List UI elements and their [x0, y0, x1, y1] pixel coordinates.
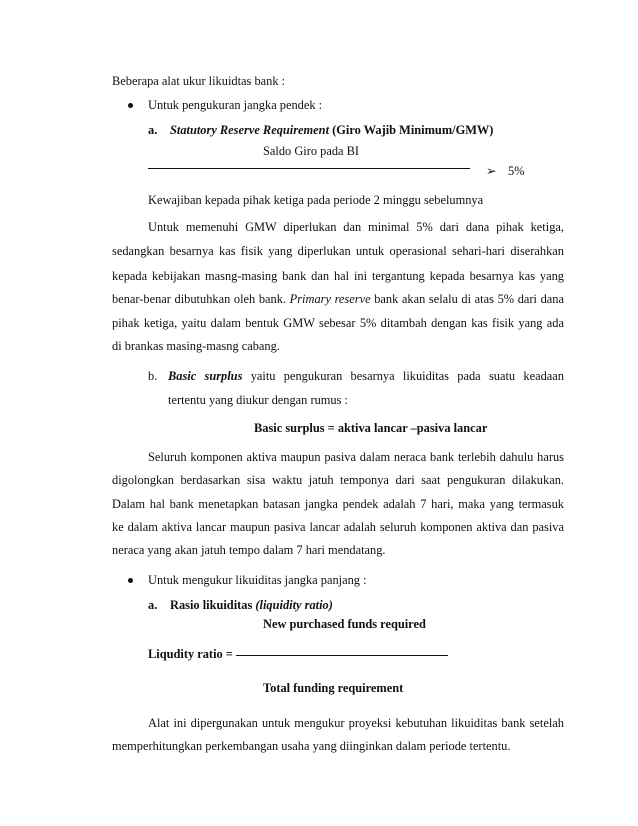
long-item-a-title	[170, 597, 333, 613]
basic-surplus-term: Basic surplus	[168, 369, 243, 383]
para1-line: kepada kebijakan masng-masing bank dan hal ini tergantung kepada besarnya kas yang	[112, 269, 564, 283]
item-b-line1-rest: yaitu pengukuran besarnya likuiditas pada suatu keadaan	[250, 369, 564, 383]
ratio-lhs: Liqudity ratio =	[148, 647, 233, 661]
item-a-marker: a.	[148, 123, 158, 137]
ratio-denominator: Total funding requirement	[263, 681, 404, 695]
para3-line: memperhitungkan perkembangan usaha yang diinginkan dalam periode tertentu.	[112, 739, 511, 753]
item-a-title-rest: (Giro Wajib Minimum/GMW)	[332, 123, 494, 137]
para3-line: Alat ini dipergunakan untuk mengukur proyeksi kebutuhan likuiditas bank setelah	[148, 716, 564, 730]
item-b-line1	[168, 368, 564, 384]
item-a-title-italic: Statutory Reserve Requirement	[170, 123, 330, 137]
long-term-heading: Untuk mengukur likuiditas jangka panjang :	[148, 573, 367, 587]
gmw-fraction-line	[148, 168, 470, 169]
para1-line4-post: bank akan selalu di atas 5% dari dana	[374, 292, 564, 306]
para1-line	[112, 291, 564, 307]
para1-line4-pre: benar-benar dibutuhkan oleh bank.	[112, 292, 287, 306]
intro-text: Beberapa alat ukur likuidtas bank :	[112, 74, 286, 88]
ratio-fraction-line	[236, 655, 448, 656]
item-b-line2: tertentu yang diukur dengan rumus :	[168, 393, 348, 407]
para1-line: pihak ketiga, yaitu dalam bentuk GMW sebesar 5% ditambah dengan kas fisik yang ada	[112, 316, 564, 330]
long-item-a-marker: a.	[148, 598, 158, 612]
para2-line: ke dalam aktiva lancar maupun pasiva lancar adalah seluruh komponen aktiva dan pasiva	[112, 520, 564, 534]
item-a-title	[170, 122, 493, 138]
liquidity-ratio-italic: (liquidity ratio)	[255, 598, 333, 612]
liquidity-ratio-title: Rasio likuiditas	[170, 598, 253, 612]
gmw-result: 5%	[508, 164, 525, 178]
para2-line: neraca yang akan jatuh tempo dalam 7 hari mendatang.	[112, 543, 386, 557]
para1-line: di brankas masing-masng cabang.	[112, 339, 280, 353]
para1-line: Untuk memenuhi GMW diperlukan dan minimal 5% dari dana pihak ketiga,	[148, 220, 564, 234]
para1-line: sedangkan besarnya kas fisik yang diperlukan untuk operasional sehari-hari diserahkan	[112, 244, 564, 258]
para2-line: Dalam hal bank menetapkan batasan jangka pendek adalah 7 hari, maka yang termasuk	[112, 497, 564, 511]
primary-reserve-term: Primary reserve	[289, 292, 371, 306]
short-term-heading: Untuk pengukuran jangka pendek :	[148, 98, 323, 112]
para2-line: digolongkan berdasarkan sisa waktu jatuh temponya dari saat pengukuran dilakukan.	[112, 473, 564, 487]
para2-line: Seluruh komponen aktiva maupun pasiva dalam neraca bank terlebih dahulu harus	[148, 450, 564, 464]
gmw-numerator: Saldo Giro pada BI	[263, 144, 360, 158]
basic-surplus-formula: Basic surplus = aktiva lancar –pasiva lancar	[254, 421, 488, 435]
bullet-icon	[128, 103, 133, 108]
ratio-numerator: New purchased funds required	[263, 617, 426, 631]
bullet-icon	[128, 578, 133, 583]
gmw-denominator: Kewajiban kepada pihak ketiga pada periode 2 minggu sebelumnya	[148, 193, 484, 207]
arrow-icon: ➢	[486, 164, 497, 178]
item-b-marker: b.	[148, 369, 158, 383]
